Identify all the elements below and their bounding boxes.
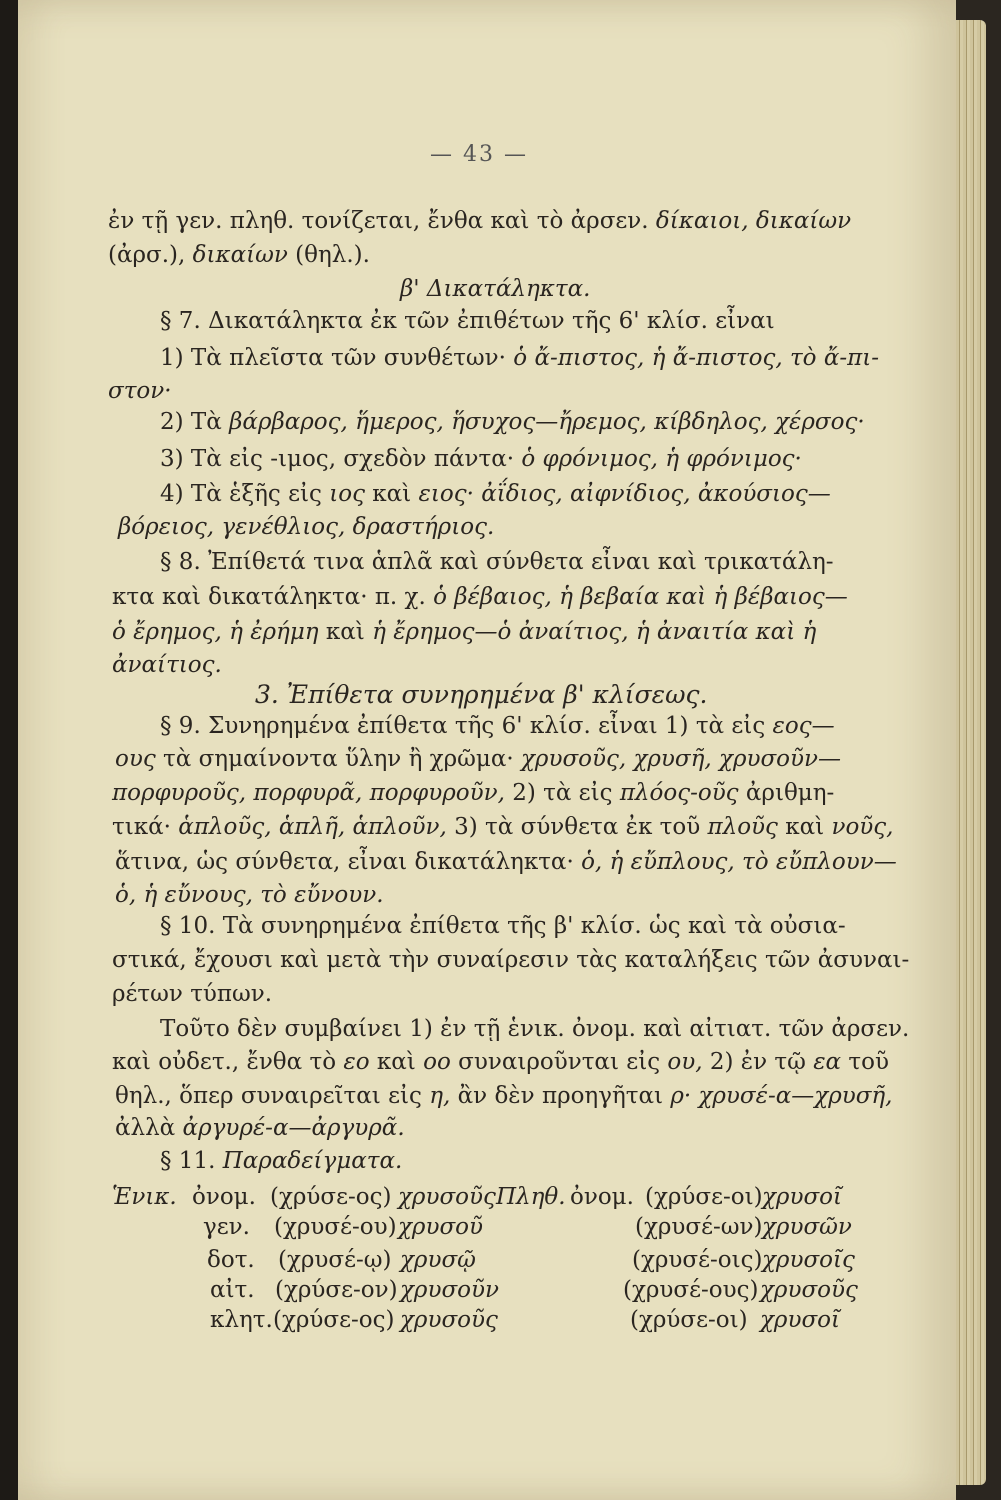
text-line: 2) Τὰ βάρβαρος, ἥμερος, ἥσυχος—ἤρεμος, κίβδηλος, χέρσος· xyxy=(160,409,865,435)
text-line: § 11. Παραδείγματα. xyxy=(160,1148,403,1174)
text-line: ἅτινα, ὡς σύνθετα, εἶναι δικατάληκτα· ὁ, ἡ εὔπλους, τὸ εὔπλουν— xyxy=(115,849,897,875)
text-line: § 9. Συνηρημένα ἐπίθετα τῆς 6' κλίσ. εἶναι 1) τὰ εἰς εος— xyxy=(160,713,835,739)
page-edges xyxy=(956,20,986,1485)
paradigm-pl-full: (χρύσε-οι) xyxy=(630,1307,748,1333)
paradigm-pl: χρυσοῖ xyxy=(760,1307,841,1333)
text-line: Τοῦτο δὲν συμβαίνει 1) ἐν τῇ ἑνικ. ὀνομ. καὶ αἰτιατ. τῶν ἀρσεν. xyxy=(160,1016,910,1042)
text-line: ἀναίτιος. xyxy=(112,652,222,678)
paradigm-pl-case: ὀνομ. xyxy=(570,1184,634,1210)
paradigm-sg: χρυσοῦς xyxy=(398,1184,496,1210)
text-line: 1) Τὰ πλεῖστα τῶν συνθέτων· ὁ ἄ-πιστος, ἡ ἄ-πιστος, τὸ ἄ-πι- xyxy=(160,345,880,371)
paradigm-sg: χρυσῷ xyxy=(400,1247,476,1273)
paradigm-case: κλητ. xyxy=(210,1307,273,1333)
paradigm-case: δοτ. xyxy=(207,1247,255,1273)
text-line: ἀλλὰ ἀργυρέ-α—ἀργυρᾶ. xyxy=(115,1115,405,1141)
paradigm-case: αἰτ. xyxy=(210,1277,255,1303)
paradigm-case: ὀνομ. xyxy=(192,1184,256,1210)
text-line: πορφυροῦς, πορφυρᾶ, πορφυροῦν, 2) τὰ εἰς πλόος-οῦς ἀριθμη- xyxy=(112,780,835,806)
paradigm-sg: χρυσοῦν xyxy=(400,1277,499,1303)
paradigm-pl-full: (χρύσε-οι) xyxy=(645,1184,763,1210)
paradigm-sg-full: (χρύσε-ος) xyxy=(270,1184,392,1210)
text-line: ὁ ἔρημος, ἡ ἐρήμη καὶ ἡ ἔρημος—ὁ ἀναίτιος, ἡ ἀναιτία καὶ ἡ xyxy=(112,619,817,645)
paradigm-pl-full: (χρυσέ-ους) xyxy=(623,1277,759,1303)
paradigm-sg-full: (χρύσε-ος) xyxy=(273,1307,395,1333)
text-line: στον· xyxy=(108,378,172,404)
paradigm-pl: χρυσοῖ xyxy=(762,1184,843,1210)
text-line: τικά· ἁπλοῦς, ἁπλῆ, ἁπλοῦν, 3) τὰ σύνθετα ἐκ τοῦ πλοῦς καὶ νοῦς, xyxy=(112,814,894,840)
text-line: (ἀρσ.), δικαίων (θηλ.). xyxy=(108,242,370,268)
text-line: ἐν τῇ γεν. πληθ. τονίζεται, ἔνθα καὶ τὸ ἀρσεν. δίκαιοι, δικαίων xyxy=(108,208,852,234)
paradigm-sg-full: (χρυσέ-ῳ) xyxy=(278,1247,392,1273)
text-line: § 8. Ἐπίθετά τινα ἁπλᾶ καὶ σύνθετα εἶναι καὶ τρικατάλη- xyxy=(160,549,834,575)
text-line: βόρειος, γενέθλιος, δραστήριος. xyxy=(118,514,495,540)
paradigm-case: γεν. xyxy=(203,1214,250,1240)
paradigm-head-plural: Πληθ. xyxy=(496,1184,566,1210)
paradigm-pl: χρυσοῖς xyxy=(762,1247,855,1273)
text-line: θηλ., ὅπερ συναιρεῖται εἰς η, ἂν δὲν προηγῆται ρ· χρυσέ-α—χρυσῆ, xyxy=(115,1083,893,1109)
text-line: ους τὰ σημαίνοντα ὕλην ἢ χρῶμα· χρυσοῦς, χρυσῆ, χρυσοῦν— xyxy=(115,746,841,772)
paradigm-sg: χρυσοῦς xyxy=(400,1307,498,1333)
paradigm-sg-full: (χρύσε-ον) xyxy=(275,1277,398,1303)
page-number: — 43 — xyxy=(430,142,528,167)
text-line: ὁ, ἡ εὔνους, τὸ εὔνουν. xyxy=(115,882,384,908)
text-line: § 7. Δικατάληκτα ἐκ τῶν ἐπιθέτων τῆς 6' κλίσ. εἶναι xyxy=(160,308,775,334)
binding-shadow xyxy=(0,0,18,1500)
paradigm-pl: χρυσοῦς xyxy=(760,1277,858,1303)
text-line: 4) Τὰ ἑξῆς εἰς ιος καὶ ειος· ἀΐδιος, αἰφνίδιος, ἀκούσιος— xyxy=(160,481,831,507)
paradigm-pl: χρυσῶν xyxy=(762,1214,852,1240)
text-line: καὶ οὐδετ., ἔνθα τὸ εο καὶ οο συναιροῦνται εἰς ου, 2) ἐν τῷ εα τοῦ xyxy=(112,1049,889,1075)
paradigm-sg-full: (χρυσέ-ου) xyxy=(274,1214,397,1240)
text-line: 3) Τὰ εἰς -ιμος, σχεδὸν πάντα· ὁ φρόνιμος, ἡ φρόνιμος· xyxy=(160,446,802,472)
text-line: στικά, ἔχουσι καὶ μετὰ τὴν συναίρεσιν τὰς καταλήξεις τῶν ἀσυναι- xyxy=(112,947,910,973)
paradigm-pl-full: (χρυσέ-οις) xyxy=(632,1247,763,1273)
text-line: § 10. Τὰ συνηρημένα ἐπίθετα τῆς β' κλίσ. ὡς καὶ τὰ οὐσια- xyxy=(160,913,846,939)
text-line: κτα καὶ δικατάληκτα· π. χ. ὁ βέβαιος, ἡ βεβαία καὶ ἡ βέβαιος— xyxy=(112,584,848,610)
section-heading: 3. Ἐπίθετα συνηρημένα β' κλίσεως. xyxy=(255,680,708,709)
paradigm-sg: χρυσοῦ xyxy=(398,1214,483,1240)
paradigm-pl-full: (χρυσέ-ων) xyxy=(635,1214,763,1240)
paradigm-head-singular: Ἑνικ. xyxy=(112,1184,177,1210)
text-line: ρέτων τύπων. xyxy=(112,981,273,1007)
subheading: β' Δικατάληκτα. xyxy=(400,276,591,302)
